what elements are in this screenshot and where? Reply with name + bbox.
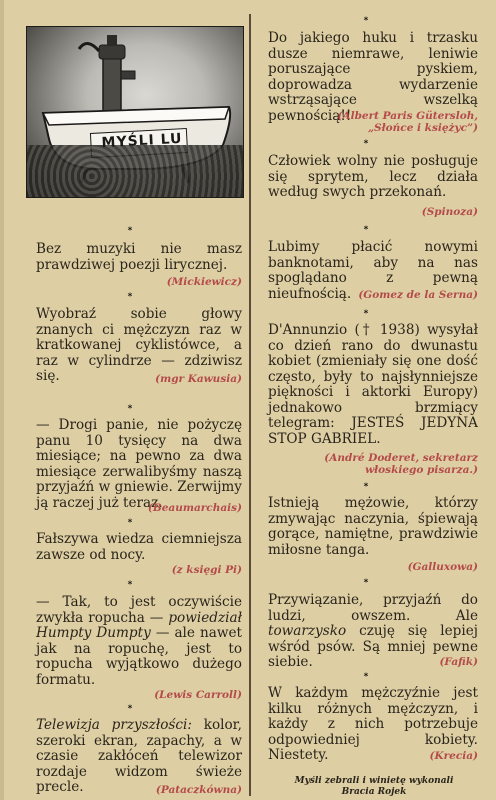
credit-line: Myśli zebrali i winietę wykonali Bracia Rojek (294, 776, 454, 797)
quote-text: Lubimy płacić nowymi banknotami, aby na nas spoglądano z pewną nieufnością. (268, 239, 478, 302)
separator-star: * (363, 139, 369, 149)
separator-star: * (363, 225, 369, 235)
quote-source: (Beaumarchais) (147, 502, 242, 514)
quote-text-italic: powiedział Humpty Dumpty (36, 609, 242, 641)
quote-source: (Lewis Carroll) (154, 689, 242, 701)
quote-text-italic: Telewizja przyszłości: (36, 717, 192, 733)
quote-text-part: Przywiązanie, przyjaźń do ludzi, owszem. Ale (268, 592, 478, 624)
quote-text: Wyobraź sobie głowy znanych ci mężczyzn raz w kratkowanej cyklistówce, a raz w cylindrze — zdziwisz się. (36, 306, 242, 384)
separator-star: * (363, 672, 369, 682)
quote-text: Istnieją mężowie, którzy zmywając naczynia, śpiewają gorące, namiętne, prawdziwie miłosne tanga. (268, 495, 478, 558)
quote-source: (Galluxowa) (407, 561, 478, 573)
separator-star: * (363, 309, 369, 319)
separator-star: * (363, 578, 369, 588)
illustration-ground (27, 145, 243, 197)
quote-text-italic: towarzysko (268, 623, 347, 639)
quote-text: Do jakiego huku i trzasku dusze niemrawe, leniwie poruszające pyskiem, doprowadza wydarzenie wstrząsające wszelką pewnością!! (268, 30, 478, 124)
quote-text: — Drogi panie, nie pożyczę panu 10 tysięcy na dwa miesiące; na pewno za dwa miesiące zerwalibyśmy naszą przyjaźń w gniewie. Zerwijmy ją raczej już teraz. (36, 417, 242, 511)
separator-star: * (127, 404, 133, 414)
quote-text-part: — Tak, to jest oczywiście zwykła ropucha — (36, 594, 242, 626)
separator-star: * (363, 16, 369, 26)
separator-star: * (363, 482, 369, 492)
quote-source: (z księgi Pi) (171, 564, 242, 576)
vignette-title: MYŚLI LU (101, 130, 183, 152)
quote-text-part: kolor, szeroki ekran, zapachy, a w czasie zakłóceń telewizor rozdaje widzom świeże precle. (36, 717, 242, 795)
separator-star: * (127, 292, 133, 302)
quote-text-part: — ale nawet jak na ropuchę, jest to ropucha wyjątkowo dużego formatu. (36, 625, 242, 688)
vignette-illustration (26, 26, 244, 198)
column-rule (249, 14, 251, 796)
quote-source: (André Doderet, sekretarz włoskiego pisarza.) (324, 452, 478, 476)
quote-text (36, 595, 242, 688)
quote-source: (Pataczkówna) (155, 784, 242, 796)
quote-text-part: czuję się lepiej wśród psów. Są mniej pewne siebie. (268, 623, 478, 670)
quote-text: Człowiek wolny nie posługuje się sprytem, lecz działa według swych przekonań. (268, 153, 478, 200)
separator-star: * (127, 580, 133, 590)
quote-source: (Fafik) (439, 656, 478, 668)
quote-text: Fałszywa wiedza ciemniejsza zawsze od nocy. (36, 531, 242, 563)
separator-star: * (127, 226, 133, 236)
quote-source: (Spinoza) (421, 206, 478, 218)
quote-text: D'Annunzio († 1938) wysyłał co dzień rano do dwunastu kobiet (zmieniały się one dość często, były to najsłynniejsze piękności i aktorki Europy) jednakowo brzmiący telegram: JESTEŚ JEDYNA STOP GABRIEL. (268, 322, 478, 447)
quote-source: (Krecia) (429, 750, 478, 762)
separator-star: * (127, 704, 133, 714)
quote-source: (Gomez de la Serna) (358, 289, 478, 301)
quote-text: Bez muzyki nie masz prawdziwej poezji lirycznej. (36, 241, 242, 273)
quote-source: (mgr Kawusia) (155, 373, 242, 385)
quote-source: (Albert Paris Gütersloh, „Słońce i księżyc”) (337, 110, 478, 134)
quote-source: (Mickiewicz) (166, 276, 242, 288)
separator-star: * (127, 518, 133, 528)
quote-text: W każdym mężczyźnie jest kilku różnych mężczyzn, i każdy z nich potrzebuje odpowiedniej kobiety. Niestety. (268, 685, 478, 763)
